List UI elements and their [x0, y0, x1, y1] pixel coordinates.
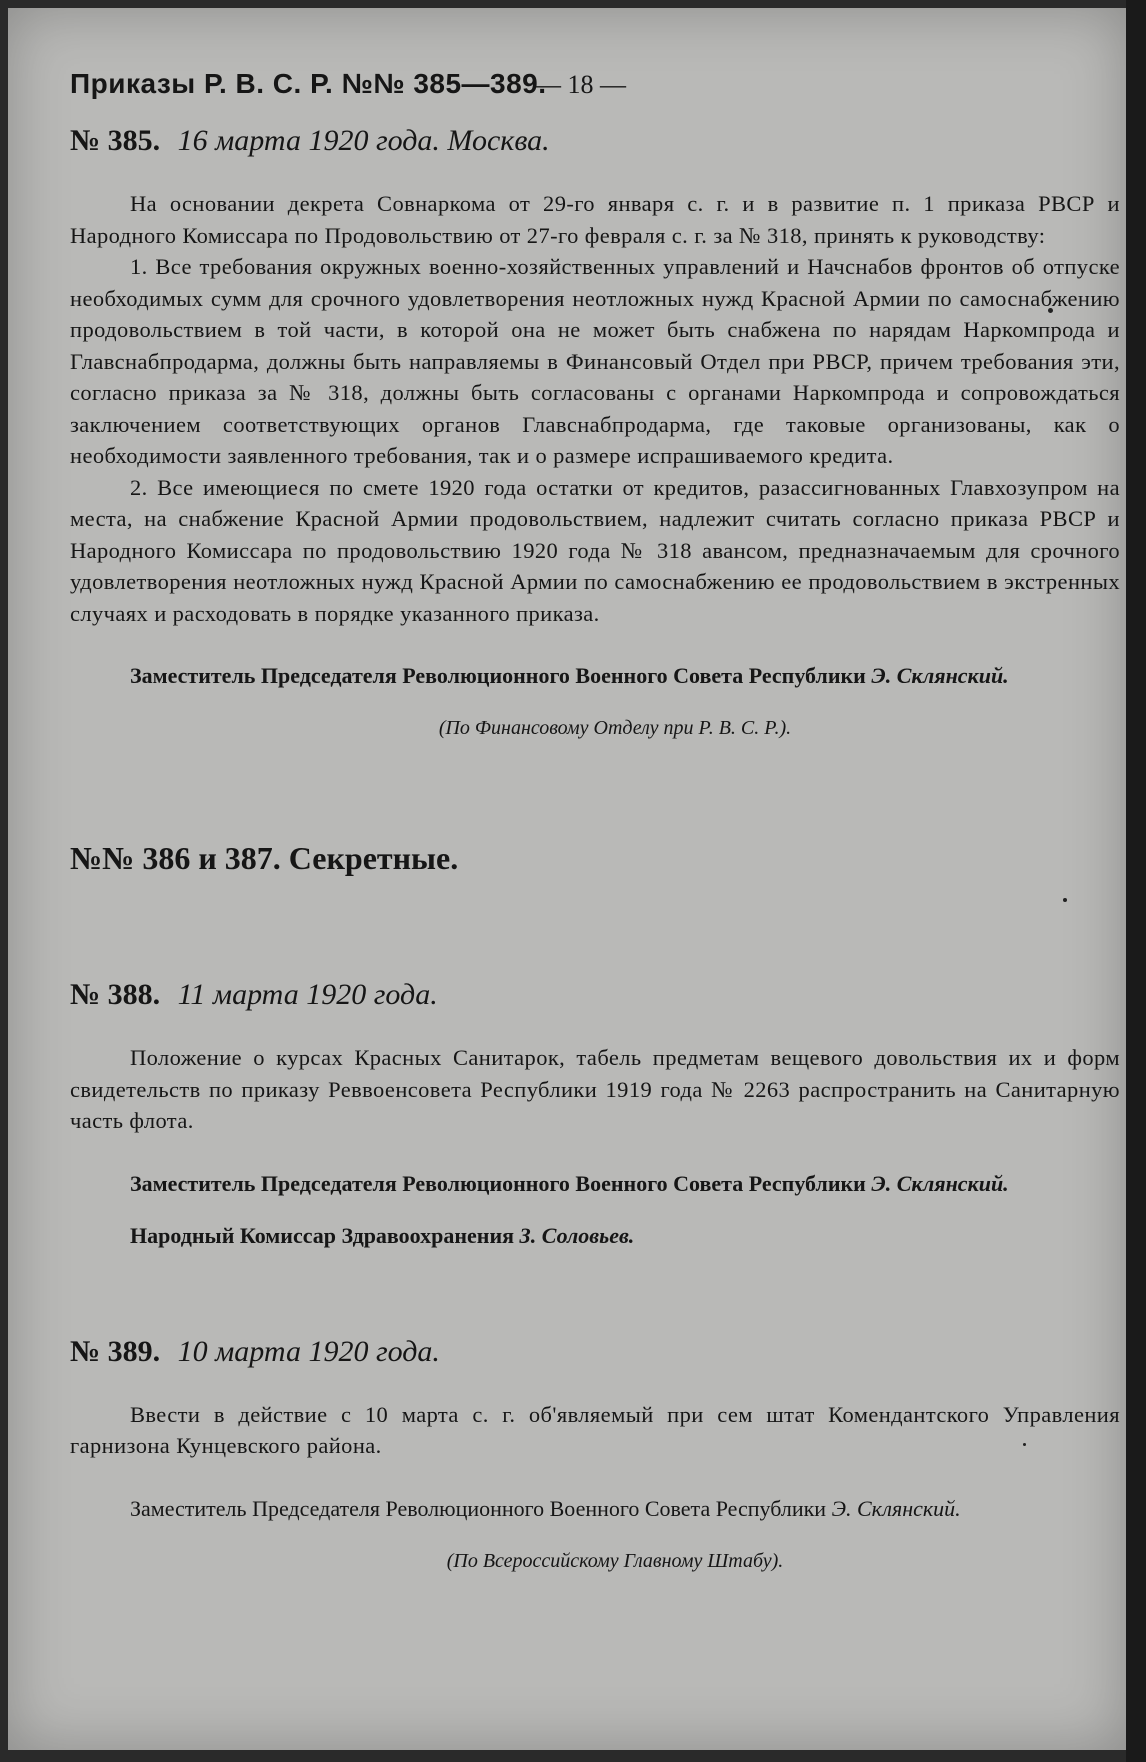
order-number: № 388. [70, 978, 161, 1011]
signature-name: Э. Склянский. [831, 1495, 961, 1521]
order-date: 11 марта 1920 года. [177, 978, 438, 1011]
page-content [70, 68, 1120, 1573]
order-385-intro: На основании декрета Совнаркома от 29-го января с. г. и в развитие п. 1 приказа РВСР и Народного Комиссара по Продовольствию от 27-го февраля с. г. за № 318, принять к руководству: [70, 191, 1120, 248]
running-head-title: Приказы Р. В. С. Р. №№ 385—389. [70, 68, 547, 99]
document-page [8, 8, 1126, 1750]
order-date: 16 марта 1920 года. Москва. [177, 124, 550, 157]
order-388-text: Положение о курсах Красных Санитарок, табель предметам вещевого довольствия их и форм свидетельств по приказу Реввоенсовета Республики 1919 года № 2263 распространить на Санитарную часть флота. [70, 1045, 1120, 1133]
scan-border [1126, 0, 1146, 1762]
order-389-signature [70, 1494, 1120, 1524]
order-389-distribution-note: (По Всероссийскому Главному Штабу). [446, 1549, 784, 1572]
order-date: 10 марта 1920 года. [177, 1334, 440, 1368]
order-389-heading [70, 1335, 1120, 1369]
order-388-heading [70, 978, 1120, 1012]
orders-386-387-heading: №№ 386 и 387. Секретные. [70, 840, 459, 876]
order-385-distribution-note: (По Финансовому Отделу при Р. В. С. Р.). [438, 717, 792, 739]
signature-title: Заместитель Председателя Революционного Военного Совета Республики [130, 663, 866, 688]
order-388-signature-1 [70, 1169, 1120, 1199]
signature-name: Э. Склянский. [871, 1170, 1009, 1196]
order-385-item-1: 1. Все требования окружных военно-хозяйственных управлений и Начснабов фронтов об отпуске необходимых сумм для срочного удовлетворения неотложных нужд Красной Армии по самоснабжению продовольствием в той части, в которой она не может быть снабжена по нарядам Наркомпрода и Главснабпродарма, должны быть направляемы в Финансовый Отдел при РВСР, причем требования эти, согласно приказа за № 318, должны быть согласованы с органами Наркомпрода и сопровождаться заключением соответствующих органов Главснабпродарма, где таковые организованы, как о необходимости заявленного требования, так и о размере испрашиваемого кредита. [70, 254, 1120, 468]
signature-name: З. Соловьев. [519, 1222, 635, 1248]
order-number: № 389. [70, 1334, 161, 1368]
running-head [70, 68, 1120, 118]
signature-name: Э. Склянский. [871, 663, 1009, 688]
signature-title: Заместитель Председателя Революционного Военного Совета Республики [130, 1495, 827, 1521]
order-385-item-2: 2. Все имеющиеся по смете 1920 года остатки от кредитов, разассигнованных Главхозупром на места, на снабжение Красной Армии продовольствием, надлежит считать согласно приказа РВСР и Народного Комиссара по продовольствию 1920 года № 318 авансом, предназначаемым для срочного удовлетворения неотложных нужд Красной Армии по самоснабжению ее продовольствием в экстренных случаях и расходовать в порядке указанного приказа. [70, 474, 1120, 626]
signature-title: Заместитель Председателя Революционного Военного Совета Республики [130, 1170, 866, 1196]
order-389-text: Ввести в действие с 10 марта с. г. об'являемый при сем штат Комендантского Управления гарнизона Кунцевского района. [70, 1401, 1120, 1458]
order-385-signature [70, 661, 1120, 691]
page-number: — 18 — [535, 70, 626, 99]
order-385-heading [70, 124, 1120, 158]
order-number: № 385. [70, 124, 161, 157]
signature-title: Народный Комиссар Здравоохранения [130, 1222, 515, 1248]
order-388-signature-2 [70, 1221, 1120, 1251]
